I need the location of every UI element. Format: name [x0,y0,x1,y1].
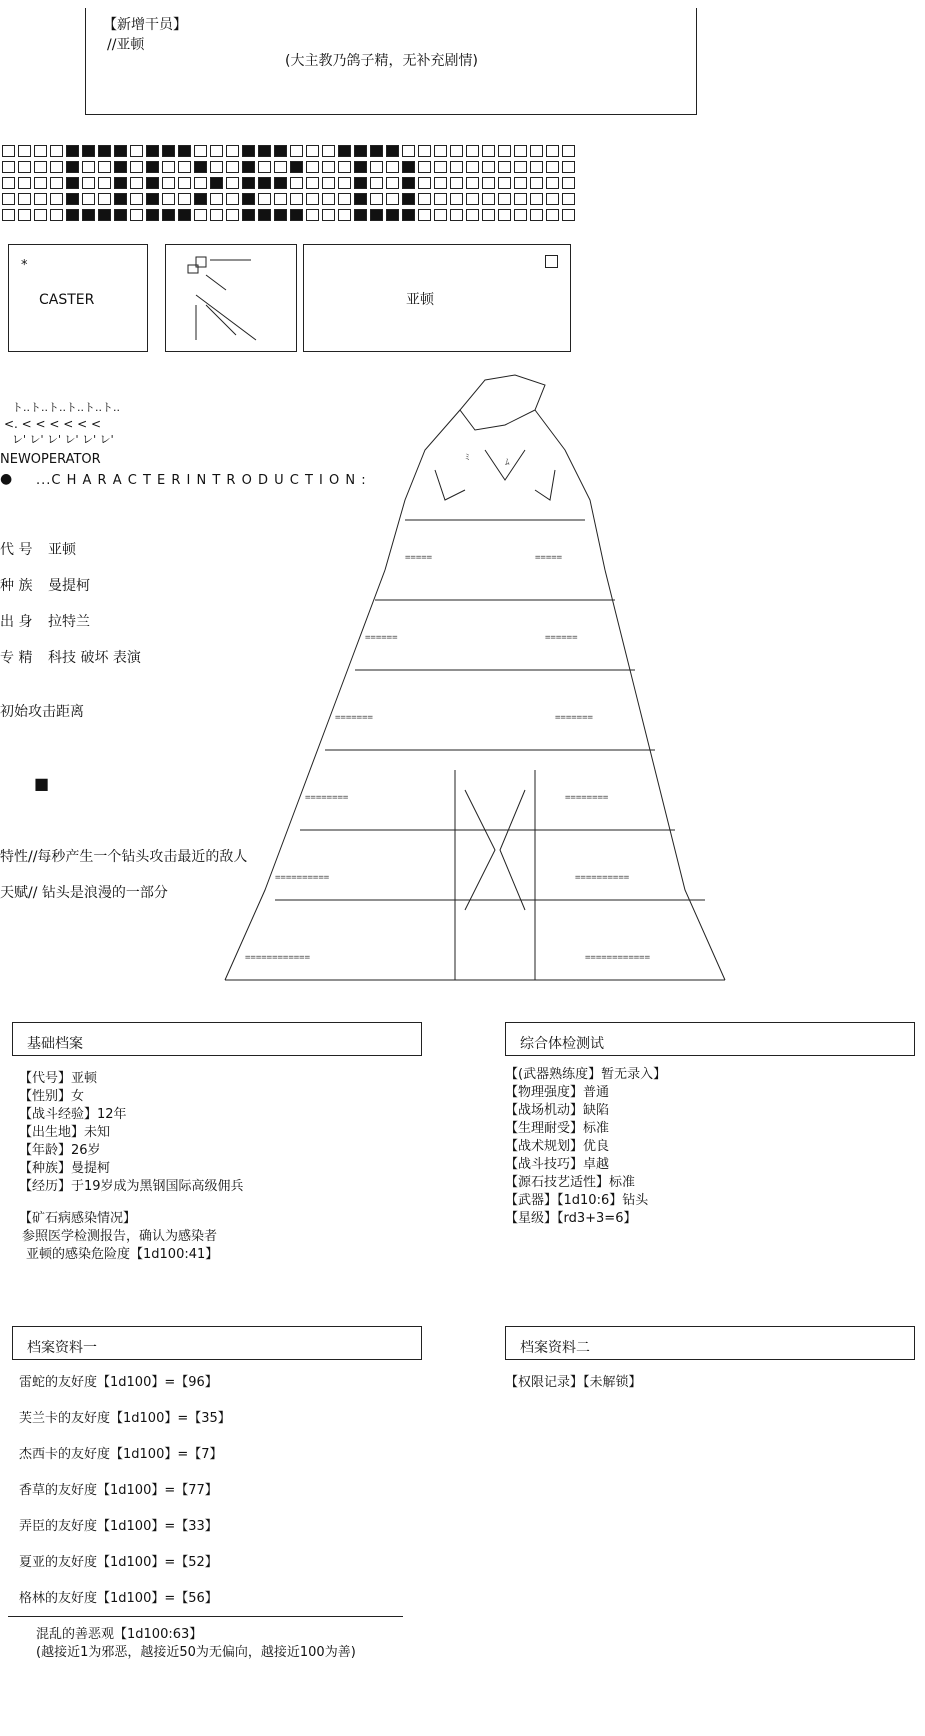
grid-cell [290,161,303,173]
svg-text:============: ============ [585,953,651,963]
grid-cell [242,161,255,173]
grid-cell [338,177,351,189]
grid-cell [226,145,239,157]
grid-cell [146,177,159,189]
grid-row [2,177,578,192]
list-item: 【出生地】未知 [19,1125,111,1140]
grid-cell [210,177,223,189]
basic-archive-title: 基础档案 [27,1036,83,1052]
grid-cell [34,193,47,205]
grid-cell [482,209,495,221]
grid-cell [354,177,367,189]
permission-record: 【权限记录】【未解锁】 [505,1375,642,1390]
grid-cell [178,145,191,157]
grid-cell [162,177,175,189]
grid-cell [306,193,319,205]
grid-cell [530,161,543,173]
grid-cell [194,161,207,173]
grid-cell [18,193,31,205]
operator-name: 亚顿 [406,292,434,308]
grid-cell [466,193,479,205]
grid-cell [530,145,543,157]
svg-text:========: ======== [305,793,349,803]
grid-cell [290,209,303,221]
character-introduction: ...C H A R A C T E R I N T R O D U C T I O N : [36,473,367,488]
grid-cell [530,177,543,189]
drill-sketch-icon [166,245,296,351]
list-item: 【性别】女 [19,1089,85,1104]
grid-cell [18,177,31,189]
grid-cell [562,161,575,173]
grid-cell [242,193,255,205]
grid-cell [402,193,415,205]
deco-line-3: レ' レ' レ' レ' レ' レ' [12,433,114,446]
svg-text:ﾑ: ﾑ [505,458,510,468]
svg-text:=====: ===== [535,553,563,563]
basic-archive-header [12,1022,422,1056]
grid-cell [434,161,447,173]
grid-cell [162,161,175,173]
grid-cell [194,177,207,189]
grid-cell [562,209,575,221]
grid-cell [34,145,47,157]
grid-cell [66,161,79,173]
file-two-header [505,1326,915,1360]
grid-cell [546,161,559,173]
grid-cell [354,161,367,173]
grid-cell [114,145,127,157]
grid-cell [386,177,399,189]
grid-cell [482,177,495,189]
grid-cell [2,161,15,173]
grid-cell [50,177,63,189]
grid-cell [354,193,367,205]
list-item: 【战斗经验】12年 [19,1107,127,1122]
infection-line-1: 参照医学检测报告，确认为感染者 [22,1229,218,1244]
grid-cell [258,177,271,189]
grid-cell [258,209,271,221]
grid-cell [242,177,255,189]
divider [8,1616,403,1617]
grid-cell [98,177,111,189]
grid-cell [498,209,511,221]
grid-cell [514,177,527,189]
grid-cell [114,193,127,205]
grid-cell [370,193,383,205]
grid-cell [258,145,271,157]
file-one-header [12,1326,422,1360]
grid-cell [146,145,159,157]
grid-cell [290,177,303,189]
grid-cell [274,145,287,157]
list-item: 【战术规划】优良 [505,1139,610,1154]
grid-cell [98,145,111,157]
alignment-text: 混乱的善恶观【1d100:63】 [36,1627,203,1642]
grid-cell [322,193,335,205]
physical-test-header [505,1022,915,1056]
grid-cell [146,193,159,205]
new-operator-label: NEWOPERATOR [0,452,101,467]
grid-row [2,209,578,224]
grid-cell [498,145,511,157]
spec-label: 专 精 [0,650,33,666]
grid-cell [370,145,383,157]
grid-cell [98,209,111,221]
grid-cell [546,209,559,221]
grid-cell [322,161,335,173]
grid-cell [498,161,511,173]
origin-value: 拉特兰 [48,614,90,630]
infection-title: 【矿石病感染情况】 [19,1211,137,1226]
square-icon [545,255,558,268]
grid-cell [290,145,303,157]
grid-cell [418,177,431,189]
grid-cell [530,209,543,221]
grid-cell [274,209,287,221]
grid-cell [466,209,479,221]
grid-cell [162,145,175,157]
list-item: 【(武器熟练度】暂无录入】 [505,1067,667,1082]
grid-cell [242,209,255,221]
list-item: 【战斗技巧】卓越 [505,1157,610,1172]
grid-cell [258,161,271,173]
svg-text:=======: ======= [335,713,373,723]
grid-cell [162,209,175,221]
grid-cell [130,145,143,157]
header-title: 【新增干员】 [103,17,187,33]
grid-cell [50,193,63,205]
grid-cell [306,209,319,221]
grid-cell [450,161,463,173]
affinity-item: 格林的友好度【1d100】=【56】 [19,1591,218,1606]
grid-cell [418,193,431,205]
grid-cell [354,145,367,157]
grid-cell [386,209,399,221]
grid-cell [178,193,191,205]
grid-cell [386,161,399,173]
list-item: 【代号】亚顿 [19,1071,98,1086]
grid-cell [450,193,463,205]
file-one-title: 档案资料一 [27,1340,97,1356]
list-item: 【种族】曼提柯 [19,1161,111,1176]
list-item: 【物理强度】普通 [505,1085,610,1100]
grid-cell [386,145,399,157]
affinity-item: 弄臣的友好度【1d100】=【33】 [19,1519,218,1534]
grid-cell [50,209,63,221]
talent-text: 天赋// 钻头是浪漫的一部分 [0,885,168,901]
grid-cell [98,161,111,173]
affinity-item: 杰西卡的友好度【1d100】=【7】 [19,1447,223,1462]
ascii-art-figure [205,370,805,1020]
grid-cell [402,145,415,157]
grid-cell [434,145,447,157]
grid-cell [338,193,351,205]
svg-text:=====: ===== [405,553,433,563]
grid-cell [98,193,111,205]
grid-cell [210,193,223,205]
grid-cell [370,177,383,189]
grid-cell [274,193,287,205]
grid-cell [114,177,127,189]
grid-cell [306,177,319,189]
grid-cell [530,193,543,205]
grid-cell [226,177,239,189]
grid-cell [434,177,447,189]
grid-cell [354,209,367,221]
grid-cell [34,161,47,173]
grid-cell [418,145,431,157]
grid-cell [498,177,511,189]
grid-cell [226,193,239,205]
list-item: 【生理耐受】标准 [505,1121,610,1136]
grid-cell [18,161,31,173]
grid-cell [562,177,575,189]
grid-cell [2,177,15,189]
grid-cell [546,177,559,189]
grid-cell [210,161,223,173]
name-card [303,244,571,352]
grid-cell [370,161,383,173]
range-label: 初始攻击距离 [0,704,84,720]
grid-cell [130,193,143,205]
spec-value: 科技 破坏 表演 [48,650,141,666]
infection-line-2: 亚顿的感染危险度【1d100:41】 [26,1247,219,1262]
grid-cell [450,209,463,221]
grid-cell [50,161,63,173]
grid-cell [482,161,495,173]
origin-label: 出 身 [0,614,33,630]
grid-cell [130,161,143,173]
grid-cell [130,177,143,189]
grid-cell [418,161,431,173]
grid-cell [306,145,319,157]
grid-cell [82,209,95,221]
header-note: (大主教乃鸽子精，无补充剧情) [285,53,478,69]
grid-row [2,161,578,176]
grid-cell [338,145,351,157]
affinity-item: 雷蛇的友好度【1d100】=【96】 [19,1375,218,1390]
alignment-note: (越接近1为邪恶，越接近50为无偏向，越接近100为善) [36,1645,356,1660]
grid-cell [66,193,79,205]
class-star: * [21,258,28,273]
grid-cell [338,161,351,173]
grid-cell [546,145,559,157]
grid-cell [402,209,415,221]
grid-cell [114,209,127,221]
grid-cell [178,161,191,173]
affinity-item: 夏亚的友好度【1d100】=【52】 [19,1555,218,1570]
grid-cell [130,209,143,221]
grid-cell [466,177,479,189]
grid-cell [322,145,335,157]
grid-cell [514,145,527,157]
grid-cell [82,177,95,189]
grid-cell [178,209,191,221]
grid-cell [274,161,287,173]
grid-cell [194,145,207,157]
grid-cell [418,209,431,221]
list-item: 【星级】【rd3+3=6】 [505,1211,637,1226]
grid-cell [34,177,47,189]
grid-cell [82,161,95,173]
grid-cell [402,161,415,173]
grid-cell [34,209,47,221]
code-label: 代 号 [0,542,33,558]
grid-cell [18,209,31,221]
grid-cell [514,209,527,221]
grid-cell [402,177,415,189]
race-value: 曼提柯 [48,578,90,594]
code-value: 亚顿 [48,542,76,558]
grid-cell [514,161,527,173]
file-two-title: 档案资料二 [520,1340,590,1356]
grid-cell [434,193,447,205]
svg-text:============: ============ [245,953,311,963]
grid-cell [258,193,271,205]
grid-cell [562,145,575,157]
grid-cell [434,209,447,221]
grid-cell [66,209,79,221]
deco-line-1: ト..ト..ト..ト..ト..ト.. [12,401,120,414]
trait-text: 特性//每秒产生一个钻头攻击最近的敌人 [0,849,248,865]
grid-cell [242,145,255,157]
svg-text:ﾐ: ﾐ [465,453,470,463]
list-item: 【源石技艺适性】标准 [505,1175,636,1190]
class-name: CASTER [39,292,95,308]
grid-cell [386,193,399,205]
grid-cell [146,161,159,173]
grid-cell [194,193,207,205]
grid-cell [114,161,127,173]
grid-cell [450,145,463,157]
grid-cell [466,161,479,173]
grid-cell [226,209,239,221]
grid-cell [194,209,207,221]
grid-cell [178,177,191,189]
range-square-icon: ■ [34,774,50,793]
grid-cell [2,145,15,157]
grid-cell [210,145,223,157]
header-subtitle: //亚顿 [107,37,145,53]
race-label: 种 族 [0,578,33,594]
physical-test-title: 综合体检测试 [520,1036,604,1052]
grid-cell [482,193,495,205]
grid-cell [370,209,383,221]
list-item: 【战场机动】缺陷 [505,1103,610,1118]
affinity-item: 芙兰卡的友好度【1d100】=【35】 [19,1411,231,1426]
svg-text:======: ====== [365,633,398,643]
class-card [8,244,148,352]
grid-cell [82,145,95,157]
svg-text:==========: ========== [575,873,630,883]
grid-cell [322,177,335,189]
list-item: 【经历】于19岁成为黑钢国际高级佣兵 [19,1179,244,1194]
affinity-item: 香草的友好度【1d100】=【77】 [19,1483,218,1498]
grid-cell [290,193,303,205]
svg-text:======: ====== [545,633,578,643]
grid-cell [66,177,79,189]
grid-cell [306,161,319,173]
grid-cell [146,209,159,221]
grid-cell [162,193,175,205]
grid-cell [66,145,79,157]
grid-cell [18,145,31,157]
icon-card [165,244,297,352]
svg-text:========: ======== [565,793,609,803]
grid-cell [514,193,527,205]
grid-cell [2,209,15,221]
svg-text:=======: ======= [555,713,593,723]
bullet-icon: ● [0,471,13,487]
grid-cell [226,161,239,173]
list-item: 【武器】【1d10:6】钻头 [505,1193,649,1208]
grid-cell [450,177,463,189]
grid-row [2,145,578,160]
grid-cell [338,209,351,221]
grid-cell [546,193,559,205]
grid-row [2,193,578,208]
grid-cell [82,193,95,205]
grid-cell [498,193,511,205]
grid-cell [274,177,287,189]
deco-line-2: <. < < < < < < [4,417,102,431]
grid-cell [466,145,479,157]
grid-cell [482,145,495,157]
grid-cell [50,145,63,157]
grid-cell [2,193,15,205]
grid-cell [210,209,223,221]
grid-cell [562,193,575,205]
svg-text:==========: ========== [275,873,330,883]
block-letter-grid [2,145,578,225]
list-item: 【年龄】26岁 [19,1143,101,1158]
grid-cell [322,209,335,221]
